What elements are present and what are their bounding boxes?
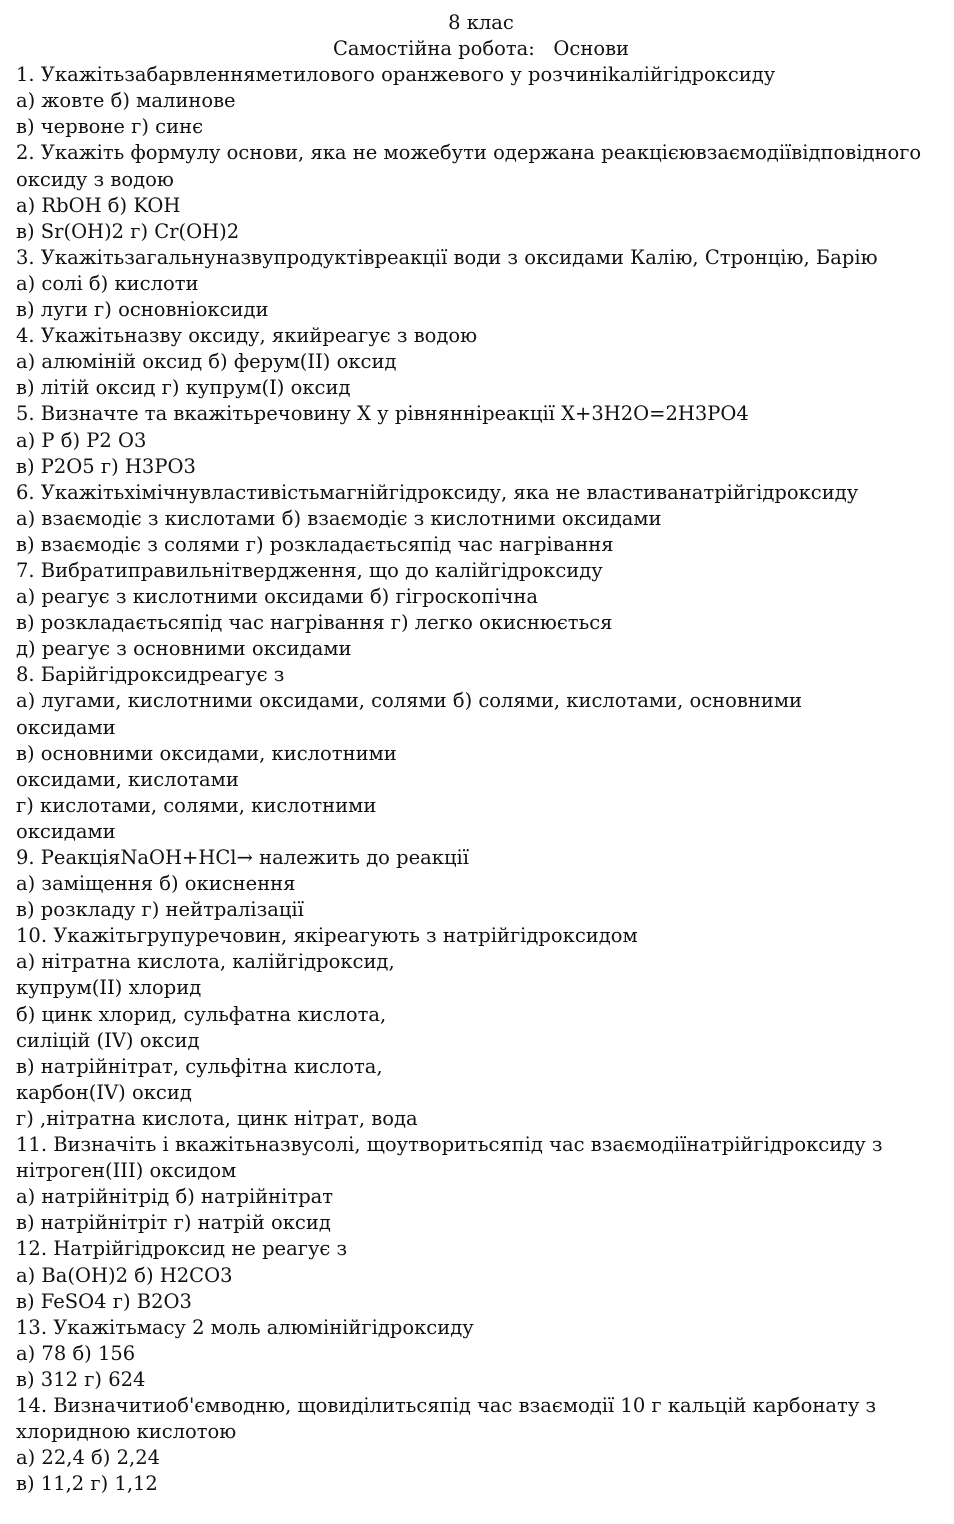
- answer-options: д) реагує з основними оксидами: [16, 637, 352, 661]
- answer-options: в) літій оксид г) купрум(I) оксид: [16, 376, 351, 400]
- answer-options: в) розкладу г) нейтралізації: [16, 898, 304, 922]
- answer-options: а) реагує з кислотними оксидами б) гігроскопічна: [16, 585, 538, 609]
- answer-options: в) натрійнітрат, сульфітна кислота,: [16, 1054, 383, 1078]
- worksheet-title: Самостійна робота: Основи: [332, 37, 630, 61]
- answer-options: в) взаємодіє з солями г) розкладаєтьсяпід час нагрівання: [16, 532, 614, 556]
- answer-options: а) Ba(OH)2 б) H2CO3: [16, 1263, 233, 1287]
- answer-options: б) цинк хлорид, сульфатна кислота,: [16, 1002, 387, 1026]
- answer-options: а) нітратна кислота, калійгідроксид,: [16, 950, 395, 974]
- text-continuation: нітроген(III) оксидом: [16, 1159, 237, 1183]
- answer-options: а) 22,4 б) 2,24: [16, 1446, 161, 1470]
- text-continuation: силіцій (IV) оксид: [16, 1028, 200, 1052]
- text-continuation: оксидами, кислотами: [16, 767, 239, 791]
- answer-options: в) Р2О5 г) H3PO3: [16, 454, 196, 478]
- answer-options: г) ,нітратна кислота, цинк нітрат, вода: [16, 1106, 418, 1130]
- answer-options: в) основними оксидами, кислотними: [16, 741, 397, 765]
- question-text: 5. Визначте та вкажітьречовину Х у рівнянніреакції Х+3H2O=2H3PO4: [16, 402, 749, 426]
- text-continuation: карбон(IV) оксид: [16, 1080, 192, 1104]
- text-continuation: оксиду з водою: [16, 167, 174, 191]
- answer-options: а) лугами, кислотними оксидами, солями б) солями, кислотами, основними: [16, 689, 803, 713]
- answer-options: в) 312 г) 624: [16, 1367, 146, 1391]
- answer-options: в) натрійнітріт г) натрій оксид: [16, 1211, 331, 1235]
- answer-options: в) червоне г) синє: [16, 115, 204, 139]
- answer-options: а) заміщення б) окиснення: [16, 872, 296, 896]
- question-text: 13. Укажітьмасу 2 моль алюмінійгідроксиду: [16, 1315, 474, 1339]
- answer-options: а) RbOH б) KOH: [16, 193, 181, 217]
- text-continuation: хлоридною кислотою: [16, 1420, 237, 1444]
- answer-options: а) жовте б) малинове: [16, 89, 236, 113]
- question-text: 8. Барійгідроксидреагує з: [16, 663, 285, 687]
- answer-options: а) натрійнітрід б) натрійнітрат: [16, 1185, 334, 1209]
- answer-options: а) 78 б) 156: [16, 1341, 136, 1365]
- question-text: 3. Укажітьзагальнуназвупродуктівреакції води з оксидами Калію, Стронцію, Барію: [16, 245, 878, 269]
- question-text: 12. Натрійгідроксид не реагує з: [16, 1237, 348, 1261]
- answer-options: г) кислотами, солями, кислотними: [16, 793, 377, 817]
- answer-options: в) 11,2 г) 1,12: [16, 1472, 158, 1496]
- question-text: 1. Укажітьзабарвленняметилового оранжевого у розчиніkалійгідроксиду: [16, 63, 776, 87]
- answer-options: в) Sr(OH)2 г) Cr(OH)2: [16, 219, 240, 243]
- answer-options: а) солі б) кислоти: [16, 271, 199, 295]
- answer-options: а) взаємодіє з кислотами б) взаємодіє з кислотними оксидами: [16, 506, 662, 530]
- answer-options: а) алюміній оксид б) ферум(II) оксид: [16, 350, 397, 374]
- text-continuation: купрум(II) хлорид: [16, 976, 202, 1000]
- text-continuation: оксидами: [16, 819, 116, 843]
- worksheet-document: [16, 10, 946, 1497]
- worksheet-body: [16, 62, 946, 1497]
- question-text: 4. Укажітьназву оксиду, якийреагує з водою: [16, 324, 478, 348]
- question-text: 6. Укажітьхімічнувластивістьмагнійгідроксиду, яка не властиванатрійгідроксиду: [16, 480, 859, 504]
- question-text: 11. Визначіть і вкажітьназвусолі, щоутворитьсяпід час взаємодіїнатрійгідроксиду з: [16, 1133, 883, 1157]
- question-text: 9. РеакціяNaOH+HCl→ належить до реакції: [16, 846, 469, 869]
- grade-heading: 8 клас: [448, 11, 514, 34]
- question-text: 7. Вибратиправильнітвердження, що до калійгідроксиду: [16, 558, 603, 582]
- answer-options: в) розкладаєтьсяпід час нагрівання г) легко окиснюється: [16, 611, 613, 635]
- answer-options: в) FeSO4 г) B2O3: [16, 1289, 192, 1313]
- text-continuation: оксидами: [16, 715, 116, 739]
- question-text: 10. Укажітьгрупуречовин, якіреагують з натрійгідроксидом: [16, 924, 638, 948]
- answer-options: в) луги г) основніоксиди: [16, 298, 269, 322]
- answer-options: а) Р б) Р2 О3: [16, 428, 147, 452]
- question-text: 2. Укажіть формулу основи, яка не можебути одержана реакцієювзаємодіївідповідного: [16, 141, 922, 165]
- question-text: 14. Визначитиоб'ємводню, щовиділитьсяпід час взаємодії 10 г кальцій карбонату з: [16, 1393, 877, 1417]
